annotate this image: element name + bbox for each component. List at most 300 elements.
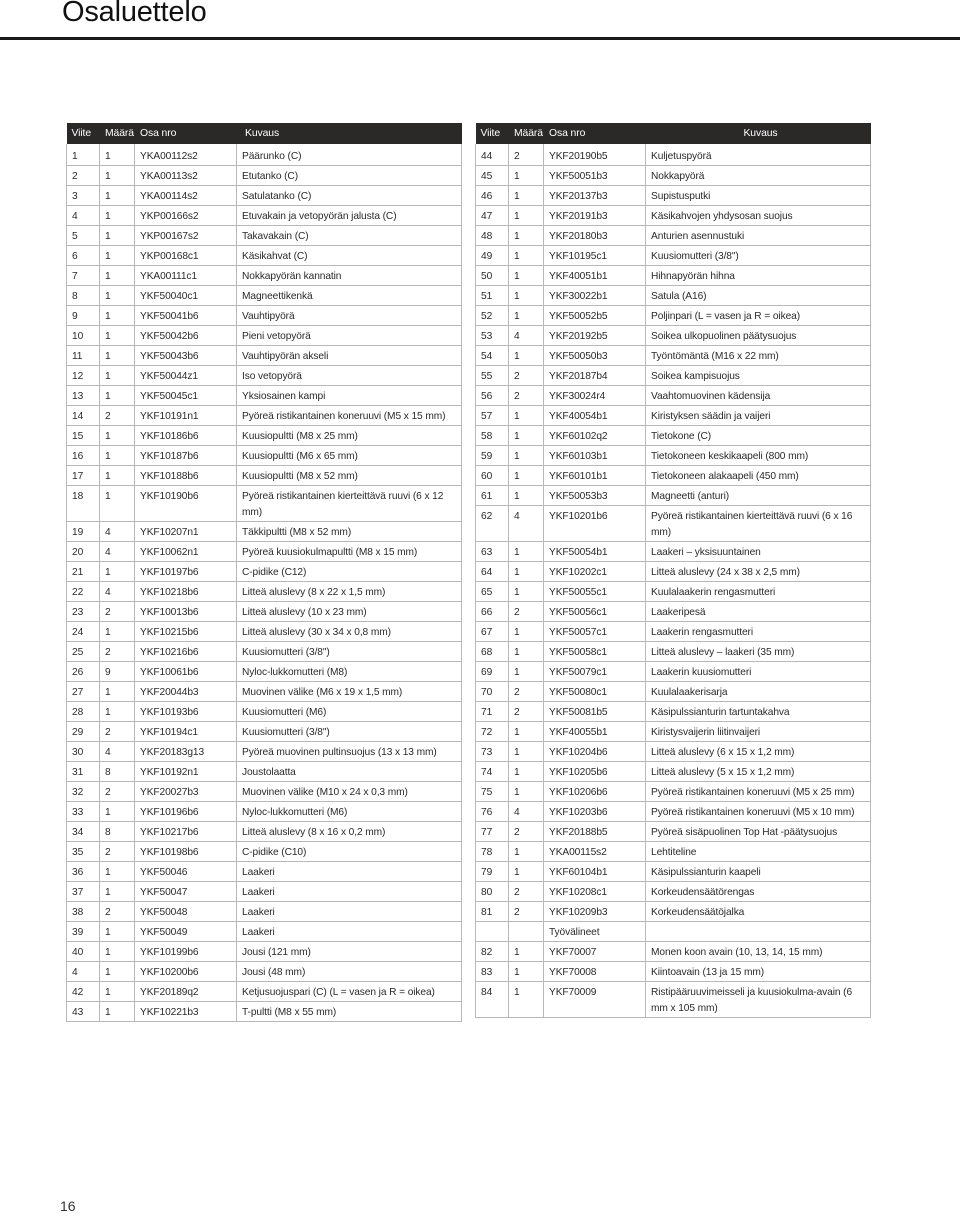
cell-part-number: YKF40055b1 — [544, 722, 646, 742]
table-row — [476, 206, 871, 226]
cell-ref: 82 — [476, 942, 509, 962]
cell-ref: 52 — [476, 306, 509, 326]
table-row — [476, 166, 871, 186]
cell-part-number: YKF50048 — [135, 902, 237, 922]
table-header-row — [67, 123, 462, 144]
table-row — [67, 642, 462, 662]
cell-description: Joustolaatta — [237, 762, 462, 782]
cell-qty: 1 — [509, 642, 544, 662]
cell-description: Kuusiomutteri (3/8") — [237, 642, 462, 662]
cell-description: Täkkipultti (M8 x 52 mm) — [237, 522, 462, 542]
cell-description: Kuljetuspyörä — [646, 144, 871, 166]
cell-part-number: YKF50047 — [135, 882, 237, 902]
cell-qty: 1 — [509, 842, 544, 862]
cell-description: Korkeudensäätöjalka — [646, 902, 871, 922]
cell-ref: 69 — [476, 662, 509, 682]
cell-part-number: YKF60102q2 — [544, 426, 646, 446]
cell-qty: 1 — [509, 542, 544, 562]
table-row — [67, 882, 462, 902]
parts-table-left — [66, 123, 462, 1022]
cell-part-number: YKF10216b6 — [135, 642, 237, 662]
cell-part-number: YKA00115s2 — [544, 842, 646, 862]
cell-description: Pyöreä kuusiokulmapultti (M8 x 15 mm) — [237, 542, 462, 562]
cell-description: Ristipääruuvimeisseli ja kuusiokulma-avain (6 mm x 105 mm) — [646, 982, 871, 1018]
cell-qty: 2 — [509, 882, 544, 902]
table-row — [476, 406, 871, 426]
cell-qty: 1 — [509, 426, 544, 446]
header-qty: Määrä — [100, 123, 135, 144]
cell-part-number: YKF50058c1 — [544, 642, 646, 662]
cell-ref: 74 — [476, 762, 509, 782]
cell-part-number: YKF50052b5 — [544, 306, 646, 326]
cell-qty: 1 — [509, 266, 544, 286]
cell-qty: 2 — [100, 722, 135, 742]
table-row — [476, 346, 871, 366]
cell-part-number: YKF10013b6 — [135, 602, 237, 622]
cell-description: Laakeri — [237, 862, 462, 882]
cell-description: Laakeri – yksisuuntainen — [646, 542, 871, 562]
header-qty: Määrä — [509, 123, 544, 144]
table-row — [476, 902, 871, 922]
cell-qty: 1 — [100, 1002, 135, 1022]
cell-description: Laakerin rengasmutteri — [646, 622, 871, 642]
table-row — [67, 842, 462, 862]
cell-description: Tietokoneen keskikaapeli (800 mm) — [646, 446, 871, 466]
table-row — [67, 622, 462, 642]
cell-qty: 1 — [100, 882, 135, 902]
cell-qty: 1 — [100, 682, 135, 702]
cell-part-number: YKF30022b1 — [544, 286, 646, 306]
cell-qty: 1 — [509, 286, 544, 306]
cell-ref: 45 — [476, 166, 509, 186]
table-row — [67, 582, 462, 602]
cell-ref: 66 — [476, 602, 509, 622]
cell-part-number: YKF10193b6 — [135, 702, 237, 722]
cell-part-number: YKF10217b6 — [135, 822, 237, 842]
cell-ref: 72 — [476, 722, 509, 742]
cell-description: C-pidike (C12) — [237, 562, 462, 582]
cell-qty: 1 — [100, 702, 135, 722]
page-title: Osaluettelo — [62, 0, 207, 28]
cell-ref: 7 — [67, 266, 100, 286]
cell-part-number: YKF10215b6 — [135, 622, 237, 642]
cell-qty: 9 — [100, 662, 135, 682]
cell-part-number: YKF20137b3 — [544, 186, 646, 206]
cell-description: Käsipulssianturin kaapeli — [646, 862, 871, 882]
cell-ref: 4 — [67, 962, 100, 982]
cell-qty: 2 — [100, 842, 135, 862]
cell-qty: 1 — [100, 206, 135, 226]
cell-qty: 1 — [509, 582, 544, 602]
cell-ref: 48 — [476, 226, 509, 246]
cell-qty: 2 — [100, 642, 135, 662]
cell-qty: 1 — [100, 426, 135, 446]
cell-qty: 1 — [100, 286, 135, 306]
table-row — [476, 882, 871, 902]
header-ref: Viite — [476, 123, 509, 144]
table-row — [476, 682, 871, 702]
cell-description: Käsikahvojen yhdysosan suojus — [646, 206, 871, 226]
cell-part-number: YKF50080c1 — [544, 682, 646, 702]
table-row — [67, 346, 462, 366]
cell-ref: 29 — [67, 722, 100, 742]
table-row — [476, 702, 871, 722]
table-row — [476, 982, 871, 1018]
table-row — [476, 186, 871, 206]
cell-description: Litteä aluslevy (5 x 15 x 1,2 mm) — [646, 762, 871, 782]
cell-description: T-pultti (M8 x 55 mm) — [237, 1002, 462, 1022]
cell-description: Tietokoneen alakaapeli (450 mm) — [646, 466, 871, 486]
table-row — [67, 166, 462, 186]
cell-ref: 18 — [67, 486, 100, 522]
cell-part-number: YKF20027b3 — [135, 782, 237, 802]
table-row — [476, 582, 871, 602]
cell-ref: 67 — [476, 622, 509, 642]
cell-qty: 1 — [100, 186, 135, 206]
table-row — [476, 446, 871, 466]
cell-part-number: YKF50042b6 — [135, 326, 237, 346]
cell-description: Pyöreä ristikantainen kierteittävä ruuvi (6 x 16 mm) — [646, 506, 871, 542]
cell-ref: 73 — [476, 742, 509, 762]
cell-qty: 4 — [100, 542, 135, 562]
cell-description: Nyloc-lukkomutteri (M6) — [237, 802, 462, 822]
header-part-number: Osa nro — [544, 123, 646, 144]
cell-description: Litteä aluslevy (8 x 22 x 1,5 mm) — [237, 582, 462, 602]
cell-description: Kuusiopultti (M8 x 25 mm) — [237, 426, 462, 446]
cell-qty: 1 — [100, 144, 135, 166]
cell-qty: 1 — [509, 406, 544, 426]
cell-ref: 83 — [476, 962, 509, 982]
cell-ref: 27 — [67, 682, 100, 702]
cell-description: Käsikahvat (C) — [237, 246, 462, 266]
table-row — [476, 246, 871, 266]
table-row — [476, 822, 871, 842]
cell-description: Vaahtomuovinen kädensija — [646, 386, 871, 406]
cell-ref: 60 — [476, 466, 509, 486]
cell-part-number: YKF10206b6 — [544, 782, 646, 802]
table-row — [67, 742, 462, 762]
cell-qty: 1 — [509, 166, 544, 186]
cell-description: Satulatanko (C) — [237, 186, 462, 206]
cell-description: Laakeri — [237, 902, 462, 922]
page-header — [0, 0, 960, 36]
cell-ref: 78 — [476, 842, 509, 862]
cell-qty: 1 — [100, 486, 135, 522]
table-row — [476, 226, 871, 246]
cell-part-number: YKF50044z1 — [135, 366, 237, 386]
cell-ref: 79 — [476, 862, 509, 882]
cell-ref: 76 — [476, 802, 509, 822]
cell-qty: 2 — [509, 366, 544, 386]
cell-description: Litteä aluslevy (10 x 23 mm) — [237, 602, 462, 622]
cell-qty: 1 — [509, 962, 544, 982]
table-row — [476, 842, 871, 862]
parts-table-right — [475, 123, 871, 1018]
cell-part-number: YKF10208c1 — [544, 882, 646, 902]
table-row — [476, 366, 871, 386]
cell-ref: 14 — [67, 406, 100, 426]
cell-qty: 1 — [509, 486, 544, 506]
table-row — [476, 386, 871, 406]
cell-part-number: YKA00112s2 — [135, 144, 237, 166]
cell-ref: 17 — [67, 466, 100, 486]
title-rule — [0, 37, 960, 40]
cell-part-number: YKF20189q2 — [135, 982, 237, 1002]
cell-qty: 2 — [509, 702, 544, 722]
cell-qty: 1 — [100, 982, 135, 1002]
cell-part-number: YKA00113s2 — [135, 166, 237, 186]
table-row — [67, 562, 462, 582]
cell-part-number: YKF30024r4 — [544, 386, 646, 406]
cell-qty: 1 — [100, 226, 135, 246]
cell-ref: 39 — [67, 922, 100, 942]
cell-qty: 1 — [509, 982, 544, 1018]
cell-qty: 1 — [509, 466, 544, 486]
table-row — [476, 602, 871, 622]
cell-qty: 1 — [509, 762, 544, 782]
cell-description: Laakeri — [237, 922, 462, 942]
cell-qty: 1 — [509, 722, 544, 742]
table-row — [67, 982, 462, 1002]
cell-description: Kiintoavain (13 ja 15 mm) — [646, 962, 871, 982]
cell-qty: 2 — [100, 782, 135, 802]
cell-qty: 1 — [509, 186, 544, 206]
cell-ref: 4 — [67, 206, 100, 226]
cell-qty: 1 — [100, 562, 135, 582]
cell-ref: 3 — [67, 186, 100, 206]
cell-qty: 1 — [509, 446, 544, 466]
cell-description: Käsipulssianturin tartuntakahva — [646, 702, 871, 722]
table-row — [67, 286, 462, 306]
cell-description: Nyloc-lukkomutteri (M8) — [237, 662, 462, 682]
header-description: Kuvaus — [646, 123, 871, 144]
cell-part-number: YKF10186b6 — [135, 426, 237, 446]
cell-description: Lehtiteline — [646, 842, 871, 862]
cell-part-number: YKF50051b3 — [544, 166, 646, 186]
table-row — [67, 762, 462, 782]
table-row — [67, 722, 462, 742]
cell-qty: 1 — [100, 166, 135, 186]
cell-part-number: YKF10190b6 — [135, 486, 237, 522]
table-row — [67, 922, 462, 942]
table-row — [476, 622, 871, 642]
cell-qty: 1 — [100, 802, 135, 822]
table-row — [67, 802, 462, 822]
cell-ref: 44 — [476, 144, 509, 166]
cell-ref: 28 — [67, 702, 100, 722]
table-row — [67, 206, 462, 226]
table-row — [67, 306, 462, 326]
cell-ref: 9 — [67, 306, 100, 326]
table-row — [476, 486, 871, 506]
cell-qty: 4 — [100, 742, 135, 762]
cell-ref: 53 — [476, 326, 509, 346]
cell-description: Jousi (121 mm) — [237, 942, 462, 962]
cell-qty: 1 — [100, 922, 135, 942]
cell-description: Laakerin kuusiomutteri — [646, 662, 871, 682]
cell-part-number: YKF50057c1 — [544, 622, 646, 642]
cell-qty: 1 — [100, 266, 135, 286]
cell-part-number: YKF50079c1 — [544, 662, 646, 682]
table-row — [67, 446, 462, 466]
cell-part-number: YKF10204b6 — [544, 742, 646, 762]
cell-description: Vauhtipyörän akseli — [237, 346, 462, 366]
cell-qty: 1 — [100, 446, 135, 466]
table-row — [476, 506, 871, 542]
cell-qty: 1 — [100, 346, 135, 366]
cell-part-number: YKP00166s2 — [135, 206, 237, 226]
cell-part-number: YKF20187b4 — [544, 366, 646, 386]
cell-description: Iso vetopyörä — [237, 366, 462, 386]
cell-ref: 37 — [67, 882, 100, 902]
cell-ref: 24 — [67, 622, 100, 642]
cell-description: Litteä aluslevy (30 x 34 x 0,8 mm) — [237, 622, 462, 642]
cell-description: Tietokone (C) — [646, 426, 871, 446]
cell-qty: 1 — [509, 226, 544, 246]
cell-description: Pyöreä muovinen pultinsuojus (13 x 13 mm) — [237, 742, 462, 762]
table-row — [476, 662, 871, 682]
table-row — [67, 602, 462, 622]
cell-qty: 1 — [100, 962, 135, 982]
cell-description: Pyöreä sisäpuolinen Top Hat -päätysuojus — [646, 822, 871, 842]
cell-qty: 2 — [509, 682, 544, 702]
cell-ref: 61 — [476, 486, 509, 506]
table-row — [67, 266, 462, 286]
header-ref: Viite — [67, 123, 100, 144]
header-description: Kuvaus — [237, 123, 462, 144]
cell-description: Poljinpari (L = vasen ja R = oikea) — [646, 306, 871, 326]
cell-qty: 1 — [100, 466, 135, 486]
cell-description: Laakeri — [237, 882, 462, 902]
cell-qty: 1 — [100, 386, 135, 406]
cell-description: Pieni vetopyörä — [237, 326, 462, 346]
cell-description: Litteä aluslevy (24 x 38 x 2,5 mm) — [646, 562, 871, 582]
cell-part-number: YKF10218b6 — [135, 582, 237, 602]
cell-ref: 50 — [476, 266, 509, 286]
cell-description: Laakeripesä — [646, 602, 871, 622]
cell-part-number: YKF50043b6 — [135, 346, 237, 366]
cell-part-number: YKF10188b6 — [135, 466, 237, 486]
cell-part-number: YKF40054b1 — [544, 406, 646, 426]
cell-qty: 2 — [509, 386, 544, 406]
cell-ref: 64 — [476, 562, 509, 582]
cell-description: Takavakain (C) — [237, 226, 462, 246]
table-row — [67, 702, 462, 722]
table-row — [476, 802, 871, 822]
cell-part-number: YKF10061b6 — [135, 662, 237, 682]
cell-qty: 2 — [100, 406, 135, 426]
cell-ref: 46 — [476, 186, 509, 206]
cell-part-number: YKF60101b1 — [544, 466, 646, 486]
cell-description — [646, 922, 871, 942]
cell-qty: 1 — [100, 366, 135, 386]
cell-description: Etuvakain ja vetopyörän jalusta (C) — [237, 206, 462, 226]
cell-ref: 51 — [476, 286, 509, 306]
cell-ref: 40 — [67, 942, 100, 962]
cell-qty: 1 — [509, 862, 544, 882]
table-row — [476, 542, 871, 562]
cell-part-number: YKF70009 — [544, 982, 646, 1018]
cell-part-number: YKF70007 — [544, 942, 646, 962]
cell-description: Korkeudensäätörengas — [646, 882, 871, 902]
table-header-row — [476, 123, 871, 144]
cell-ref: 49 — [476, 246, 509, 266]
cell-part-number: YKA00111c1 — [135, 266, 237, 286]
table-row — [67, 246, 462, 266]
table-row — [67, 326, 462, 346]
cell-description: Kuusiomutteri (3/8") — [237, 722, 462, 742]
table-row — [67, 822, 462, 842]
table-row — [476, 782, 871, 802]
cell-qty: 4 — [100, 582, 135, 602]
cell-description: Kuusiomutteri (M6) — [237, 702, 462, 722]
cell-ref: 47 — [476, 206, 509, 226]
cell-ref: 68 — [476, 642, 509, 662]
cell-part-number: YKF10207n1 — [135, 522, 237, 542]
table-row — [476, 466, 871, 486]
cell-qty: 1 — [100, 246, 135, 266]
cell-qty: 1 — [100, 862, 135, 882]
cell-part-number: YKF50054b1 — [544, 542, 646, 562]
cell-ref: 43 — [67, 1002, 100, 1022]
table-row — [67, 862, 462, 882]
cell-part-number: YKF10200b6 — [135, 962, 237, 982]
table-row — [476, 742, 871, 762]
cell-qty: 4 — [509, 802, 544, 822]
table-row — [67, 782, 462, 802]
cell-description: Soikea ulkopuolinen päätysuojus — [646, 326, 871, 346]
cell-ref: 57 — [476, 406, 509, 426]
cell-ref: 70 — [476, 682, 509, 702]
cell-description: Monen koon avain (10, 13, 14, 15 mm) — [646, 942, 871, 962]
cell-qty: 1 — [100, 306, 135, 326]
table-row — [67, 486, 462, 522]
cell-part-number: YKF10199b6 — [135, 942, 237, 962]
cell-ref: 34 — [67, 822, 100, 842]
cell-part-number: YKF50040c1 — [135, 286, 237, 306]
cell-part-number: YKP00168c1 — [135, 246, 237, 266]
cell-part-number: YKF10195c1 — [544, 246, 646, 266]
cell-qty: 1 — [509, 306, 544, 326]
cell-qty: 2 — [100, 902, 135, 922]
cell-ref: 32 — [67, 782, 100, 802]
cell-description: Yksiosainen kampi — [237, 386, 462, 406]
cell-part-number: YKF20180b3 — [544, 226, 646, 246]
cell-ref: 81 — [476, 902, 509, 922]
table-row — [67, 186, 462, 206]
cell-qty: 2 — [509, 902, 544, 922]
cell-qty: 1 — [509, 206, 544, 226]
table-body — [476, 144, 871, 1018]
cell-ref: 77 — [476, 822, 509, 842]
cell-ref: 16 — [67, 446, 100, 466]
table-row — [67, 144, 462, 166]
cell-description: Ketjusuojuspari (C) (L = vasen ja R = oikea) — [237, 982, 462, 1002]
table-row — [476, 562, 871, 582]
cell-part-number: YKF20188b5 — [544, 822, 646, 842]
cell-description: Kuulalaakerisarja — [646, 682, 871, 702]
cell-part-number: YKF50049 — [135, 922, 237, 942]
cell-part-number: YKF40051b1 — [544, 266, 646, 286]
cell-ref: 58 — [476, 426, 509, 446]
cell-qty: 1 — [509, 782, 544, 802]
cell-part-number: YKF10221b3 — [135, 1002, 237, 1022]
table-row — [67, 962, 462, 982]
cell-description: Kiristyksen säädin ja vaijeri — [646, 406, 871, 426]
cell-part-number: YKF10187b6 — [135, 446, 237, 466]
cell-part-number: YKA00114s2 — [135, 186, 237, 206]
cell-qty: 1 — [509, 622, 544, 642]
